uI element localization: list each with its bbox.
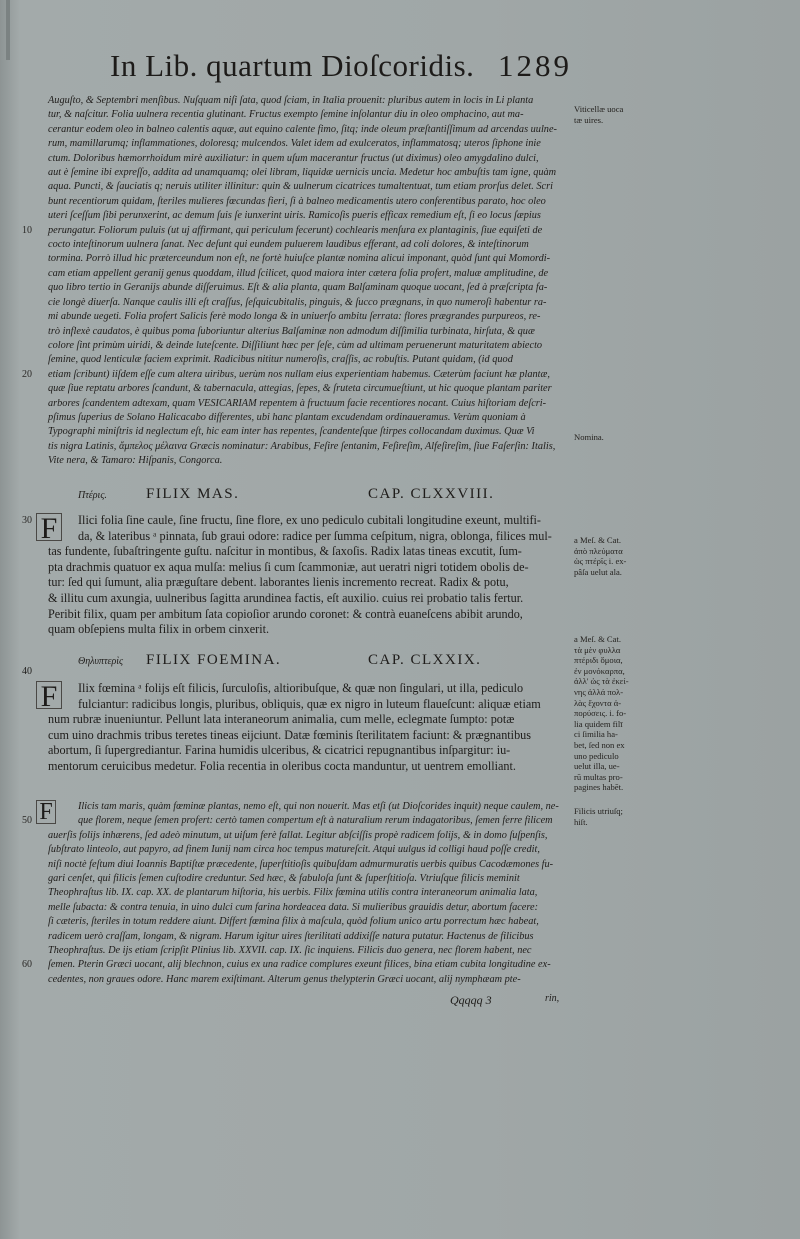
line-text: que florem, neque ſemen profert: certò tamen compertum eſt à naturalium rerum indagatoribus, ſemen ferre filicem: [78, 815, 553, 827]
text-line: [28, 858, 566, 872]
line-text: rum, mamillarumq; inflammationes, doloresq; mulcendos. Valet idem ad exulceratos, inflammatosq; uteros ſiphone inie: [48, 138, 541, 150]
line-number: 20: [22, 368, 32, 380]
text-line: [28, 296, 566, 310]
line-text: etiam ſcribunt) iiſdem eſſe cum altera uiribus, uerùm nos nullam eius experientiam habemus. Cæterùm faciunt hæ plantæ,: [48, 368, 550, 380]
text-line: [28, 382, 566, 396]
text-line: [28, 166, 566, 180]
margin-line: a Meſ. & Cat.: [574, 535, 622, 545]
line-text: aqua. Puncti, & ſauciatis q; neruis utiliter illinitur: quin & uulnerum cicatrices tumaltentuat, tum etiam prorſus delet. Scri: [48, 181, 553, 193]
line-text: fulciantur: radicibus longis, pluribus, obliquis, quæ ex nigro in luteum flaueſcunt: aliquæ etiam: [78, 696, 541, 711]
text-line: [28, 267, 566, 281]
line-text: ſi cæteris, ſteriles in totum reddere aiunt. Differt fœmina filix à maſcula, quòd folium unico artu porrectum hæc habeat,: [48, 916, 539, 928]
line-text: bunt recentiorum quidam, ſteriles mulieres fœcundas fieri, ſi à balneo medicamentis utero conferentibus parato, hoc oleo: [48, 195, 546, 207]
margin-line: νης ἀλλά πολ-: [574, 686, 624, 697]
line-text: perungatur. Foliorum puluis (ut uj affirmant, qui periculum fecerunt) cochlearis menſura ex plantaginis, ſiue equiſeti de: [48, 224, 543, 236]
text-line: [28, 901, 566, 915]
text-line: [28, 560, 566, 576]
line-text: & illitu cum axungia, uulneribus ſagitta arundinea factis, eſt auxilio. cuius rei probatio talis fertur.: [48, 590, 524, 605]
text-line: [28, 325, 566, 339]
margin-line: uelut illa, ue-: [574, 761, 620, 772]
line-text: cerantur eodem oleo in balneo calentis aquæ, aut equino calente fimo, ſitq; inde oleum præſtantiſſimum ad arcendas uulne-: [48, 123, 557, 135]
chapter-number: CAP. CLXXIX.: [368, 652, 482, 668]
line-text: niſi noctè feſtum diui Ioannis Baptiſtæ præcedente, ſuperſtitioſis quibuſdam admurmuratis uerbis quibus Cacodæmones fu-: [48, 858, 554, 870]
line-text: cocto inteſtinorum uulnera ſanat. Nec deſunt qui eundem puluerem laudibus efferant, ad coli dolores, & inteſtinorum: [48, 239, 529, 251]
line-number: 60: [22, 959, 32, 971]
margin-line: λὰς ἔχοντα ἀ-: [574, 697, 622, 708]
greek-name: Πτέρις.: [78, 490, 107, 501]
line-text: aut è ſemine ibi expreſſo, addita ad unamquamq; olei libram, liquidæ uernicis uncia. Medetur hoc ambuſtis tam igne, quàm: [48, 167, 557, 179]
text-line: [28, 252, 566, 266]
commentary-continued: [22, 94, 566, 469]
text-line: [28, 800, 566, 814]
line-text: trò inflexè caudatos, è quibus poma ſuboriuntur alterius Balſaminæ non admodum diſſimilia turbinata, hirſuta, & quæ: [48, 325, 535, 337]
line-text: Auguſto, & Septembri menſibus. Nuſquam niſi ſata, quod ſciam, in Italia prouenit: pluribus autem in locis in Li planta: [48, 95, 534, 106]
text-line: [28, 440, 566, 454]
text-line: [28, 622, 566, 638]
line-text: tis nigra Latinis, ἄμπελος μέλαινα Græcis nominatur: Arabibus, Feſire ſentanim, Feſireſim, Alfeſireſim, ſiue Faſerſin: Italis,: [48, 440, 556, 452]
text-line: [28, 411, 566, 425]
text-line: [22, 224, 566, 238]
margin-note-nomina: [574, 432, 674, 443]
margin-line: bet, ſed non ex: [574, 739, 625, 750]
text-line: [28, 712, 566, 728]
line-text: Typographi miniſtris id neglectum eſt, hic eam inter has repentes, ſcandenteſque ſtirpes collocandam duximus. Quæ Vi: [48, 426, 535, 438]
line-text: quam obſepiens multa filix in orbem cinxerit.: [48, 622, 270, 637]
margin-note-filicis: [574, 806, 674, 827]
margin-line: ἀπὸ πλεύματα: [574, 545, 623, 556]
catchword: rin,: [545, 993, 560, 1004]
text-line: [22, 958, 566, 972]
margin-line: hiſt.: [574, 816, 588, 827]
text-line: [28, 397, 566, 411]
line-text: ſemine, quod lenticulæ faciem exprimit. Radicibus nititur numeroſis, craſſis, ac robuſtis. Putant quidam, (id quod: [48, 354, 513, 366]
signature: Qqqqq 3: [450, 993, 492, 1007]
running-title: In Lib. quartum Dioſcoridis.: [110, 48, 475, 83]
margin-line: ἐν μονόκαρπα,: [574, 665, 625, 676]
drop-cap: F: [36, 681, 62, 709]
line-text: cum uino drachmis tribus teretes tineas eijciunt. Datæ fœminis ſterilitatem faciunt: & prægnantibus: [48, 727, 531, 742]
margin-line: ci ſimilia ha-: [574, 729, 618, 740]
line-text: arbores ſcandentem adtexam, quam VESICARIAM repentem à fructuum facie recentiores nocant. Cuius hiſtoriam deſcri-: [48, 397, 547, 409]
text-line: [28, 152, 566, 166]
drop-cap: F: [36, 513, 62, 541]
page-header: [110, 48, 580, 88]
line-text: Theophraſtus. De ijs etiam ſcripſit Plinius lib. XXVII. cap. IX. ſic inquiens. Filicis duo genera, nec florem habent, nec: [48, 945, 532, 957]
text-line: [28, 425, 566, 439]
chapter-heading-filix-mas: [28, 486, 568, 506]
text-line: [28, 281, 566, 295]
catchword-signature: [450, 993, 492, 1008]
text-line: [28, 195, 566, 209]
line-text: gari cenſet, qui filicis ſemen cuſtodire creduntur. Sed hæc, & fabuloſa ſunt & ſuperſtitioſa. Vtriuſque filicis meminit: [48, 873, 520, 885]
chapter-number: CAP. CLXXVIII.: [368, 486, 495, 502]
text-line: [22, 814, 566, 828]
text-line: [28, 209, 566, 223]
text-line: [28, 743, 566, 759]
line-text: cedentes, non graues odore. Hanc marem exiſtimant. Alterum genus thelypterin Græci uocant, alij nymphæam pte-: [48, 973, 521, 985]
line-text: Ilix fœmina ᵃ folijs eſt filicis, ſurculoſis, altioribuſque, & quæ non ſingulari, ut illa, pediculo: [78, 681, 524, 695]
page-number: 1289: [498, 48, 572, 83]
commentary-filices: [22, 800, 566, 987]
line-text: Vite nera, & Tamaro: Hiſpanis, Congorca.: [48, 455, 223, 467]
text-line: [28, 728, 566, 744]
text-line: [28, 930, 566, 944]
text-line: [28, 697, 566, 713]
line-text: ſubſtrato linteolo, aut papyro, ad finem Iunij nam circa hoc tempus matureſcit. Atqui uulgus id colligi haud poſſe credit,: [48, 844, 540, 856]
text-line: [28, 353, 566, 367]
text-line: [28, 529, 566, 545]
margin-line: rū multas pro-: [574, 771, 623, 782]
line-text: quo libro tertio in Geranijs abunde diſſeruimus. Eſt & alia planta, quam Balſaminam quoque uocant, ſed à præſcripta fa-: [48, 282, 548, 294]
line-text: melle ſubacta: & contra tenuia, in uino dulci cum farina hordeacea data. Si mulieribus grauidis detur, abortum facere:: [48, 901, 538, 913]
text-line: [28, 339, 566, 353]
margin-line: ἀλλ' ὡς τὰ ἐκεί-: [574, 676, 629, 687]
line-text: uteri ſceſſum ſibi perunxerint, ac demum ſuis ſe iunxerint uiris. Ramicoſis pueris efficax remedium eſt, ſi eo locus ſæpius: [48, 210, 541, 222]
chapter-heading-filix-foemina: [22, 652, 568, 677]
text-line: [28, 829, 566, 843]
margin-line: a Meſ. & Cat.: [574, 634, 622, 644]
text-line: [28, 759, 566, 775]
text-line: [28, 973, 566, 987]
text-line: [28, 575, 566, 591]
margin-line: Nomina.: [574, 432, 604, 442]
margin-line: τὰ μὲν φυλλα: [574, 644, 621, 655]
margin-line: uno pediculo: [574, 750, 619, 761]
margin-note-a-mas: [574, 535, 674, 577]
margin-line: Viticellæ uoca: [574, 104, 624, 114]
line-text: Peribit filix, quam per ambitum ſata copioſior arundo coronet: & contrà euaneſcens abibit arundo,: [48, 606, 523, 621]
line-text: mi abunde uegeti. Folia profert Salicis ferè modo longa & in uniuerſo ambitu ſerrata: flores prægrandes purpureos, re-: [48, 311, 541, 323]
line-text: da, & lateribus ᵃ pinnata, ſub graui odore: radice per ſumma ceſpitum, nigra, oblonga, filices mul-: [78, 528, 552, 543]
line-text: ſemen. Pterin Græci uocant, alij blechnon, cuius ex una radice complures exeunt filices, bina etiam cubita longitudine ex-: [48, 959, 551, 971]
text-line: [28, 607, 566, 623]
margin-line: pagines habēt.: [574, 782, 624, 793]
margin-line: lia quidem filī: [574, 718, 623, 729]
margin-line: Filicis utriuſq;: [574, 806, 623, 816]
chapter-title: FILIX MAS.: [146, 486, 240, 502]
line-text: colore ſint primùm uiridi, & deinde luteſcente. Diſſiliunt hæc per ſeſe, cùm ad ultimam peruenerunt maturitatem abiecto: [48, 339, 543, 351]
line-number: 40: [22, 666, 32, 677]
line-text: cam etiam appellent geranij genus quoddam, illud ſcilicet, quod maiora inter cætera folia profert, maluæ amplitudine, de: [48, 267, 549, 279]
line-text: tur, & naſcitur. Folia uulnera recentia glutinant. Fructus exempto ſemine inſolantur diu in oleo omphacino, aut ma-: [48, 109, 524, 121]
margin-note-viticella: [574, 104, 674, 125]
line-text: num rubræ inueniuntur. Pellunt lata interaneorum animalia, cum melle, eclegmate ſumpto: potæ: [48, 712, 515, 727]
margin-note-a-foemina: [574, 634, 674, 793]
text-line: [28, 180, 566, 194]
text-line: [28, 454, 566, 468]
chapter-text-filix-mas: [22, 513, 566, 638]
margin-line: ὡς πτέρῖς i. ex-: [574, 556, 627, 567]
line-text: quæ ſiue reptatu arbores ſcandunt, & tabernacula, attegias, ſepes, & ſruteta circumueſtiunt, ut hic quoque plantam pariter: [48, 383, 552, 395]
margin-line: pâſa uelut ala.: [574, 566, 622, 577]
chapter-text-filix-foemina: [28, 681, 566, 775]
line-text: Ilici folia ſine caule, ſine fructu, ſine flore, ex uno pediculo cubitali longitudine exeunt, multifi-: [78, 513, 541, 527]
line-text: pſimus ſuperius de Solano Halicacabo differentes, ubi hanc plantam excudendam ordinaueramus. Verùm quoniam à: [48, 411, 526, 423]
line-text: auerſis folijs inhærens, ſed adeò minutum, ut uiſum ferè fallat. Legitur abſciſſis propè radicem folijs, & in domo ſuſpenſis,: [48, 829, 548, 841]
line-number: 10: [22, 224, 32, 236]
text-line: [22, 513, 566, 529]
text-line: [28, 872, 566, 886]
line-text: ctum. Doloribus hæmorrhoidum mirè auxiliatur: in quem uſum macerantur fructus (ut diximus) oleo amygdalino dulci,: [48, 152, 539, 164]
text-line: [28, 681, 566, 697]
text-line: [28, 544, 566, 560]
drop-cap: F: [36, 800, 56, 824]
chapter-title: FILIX FOEMINA.: [146, 652, 282, 668]
line-text: Theophraſtus lib. IX. cap. XX. de plantarum hiſtoria, his uerbis. Filix fœmina utilis contra interaneorum animalia lata,: [48, 887, 538, 899]
line-text: tur: ſed qui ſumunt, alia præguſtare debent. laborantes lienis incremento recreat. Radix & potu,: [48, 575, 509, 590]
line-text: abortum, ſi ſupergrediantur. Farina humidis ulceribus, & cicatrici repugnantibus inſpargitur: iu-: [48, 743, 511, 758]
line-text: tormina. Porrò illud hic præterceundum non eſt, ne fortè huiuſce plantæ nomina alicui imponant, quòd ſunt qui Momordi-: [48, 253, 551, 265]
text-line: [28, 123, 566, 137]
text-line: [28, 310, 566, 324]
line-number: 30: [22, 515, 32, 526]
line-text: radicem uerò craſſam, longam, & nigram. Harum igitur uires ſterilitati addixiſſe natura putatur. Hactenus de filicibus: [48, 930, 534, 942]
text-line: [28, 944, 566, 958]
margin-line: πορύσεις. i. fo-: [574, 708, 627, 719]
margin-line: tæ uires.: [574, 114, 604, 125]
text-line: [28, 886, 566, 900]
line-text: tas fundente, ſubaſtringente guſtu. naſcitur in montibus, & ſaxoſis. Radix latas tineas excutit, ſum-: [48, 544, 522, 559]
text-line: [28, 843, 566, 857]
text-line: [28, 591, 566, 607]
text-line: [28, 94, 566, 108]
line-text: pta drachmis quatuor ex aqua mulſa: melius ſi cum ſcammoniæ, aut ueratri nigri totidem obolis de-: [48, 559, 529, 574]
text-line: [28, 238, 566, 252]
page-edge: [6, 0, 10, 60]
line-text: cie longè diuerſa. Nanque caulis illi eſt craſſus, ſeſquicubitalis, pinguis, & ſucco prægnans, in quo numeroſi habentur ra-: [48, 296, 547, 308]
line-text: mentorum ceruicibus medetur. Folia recentia in oleribus cocta manduntur, ut uentrem emolliant.: [48, 758, 516, 773]
text-line: [28, 137, 566, 151]
margin-line: πτέριδι ὅμοια,: [574, 655, 623, 666]
line-number: 50: [22, 815, 32, 827]
text-line: [28, 915, 566, 929]
line-text: Ilicis tam maris, quàm fœminæ plantas, nemo eſt, qui non nouerit. Mas etſi (ut Dioſcorides inquit) neque caulem, ne-: [78, 801, 559, 812]
greek-name: Θηλυπτερὶς: [78, 656, 124, 667]
text-line: [22, 368, 566, 382]
text-line: [28, 108, 566, 122]
